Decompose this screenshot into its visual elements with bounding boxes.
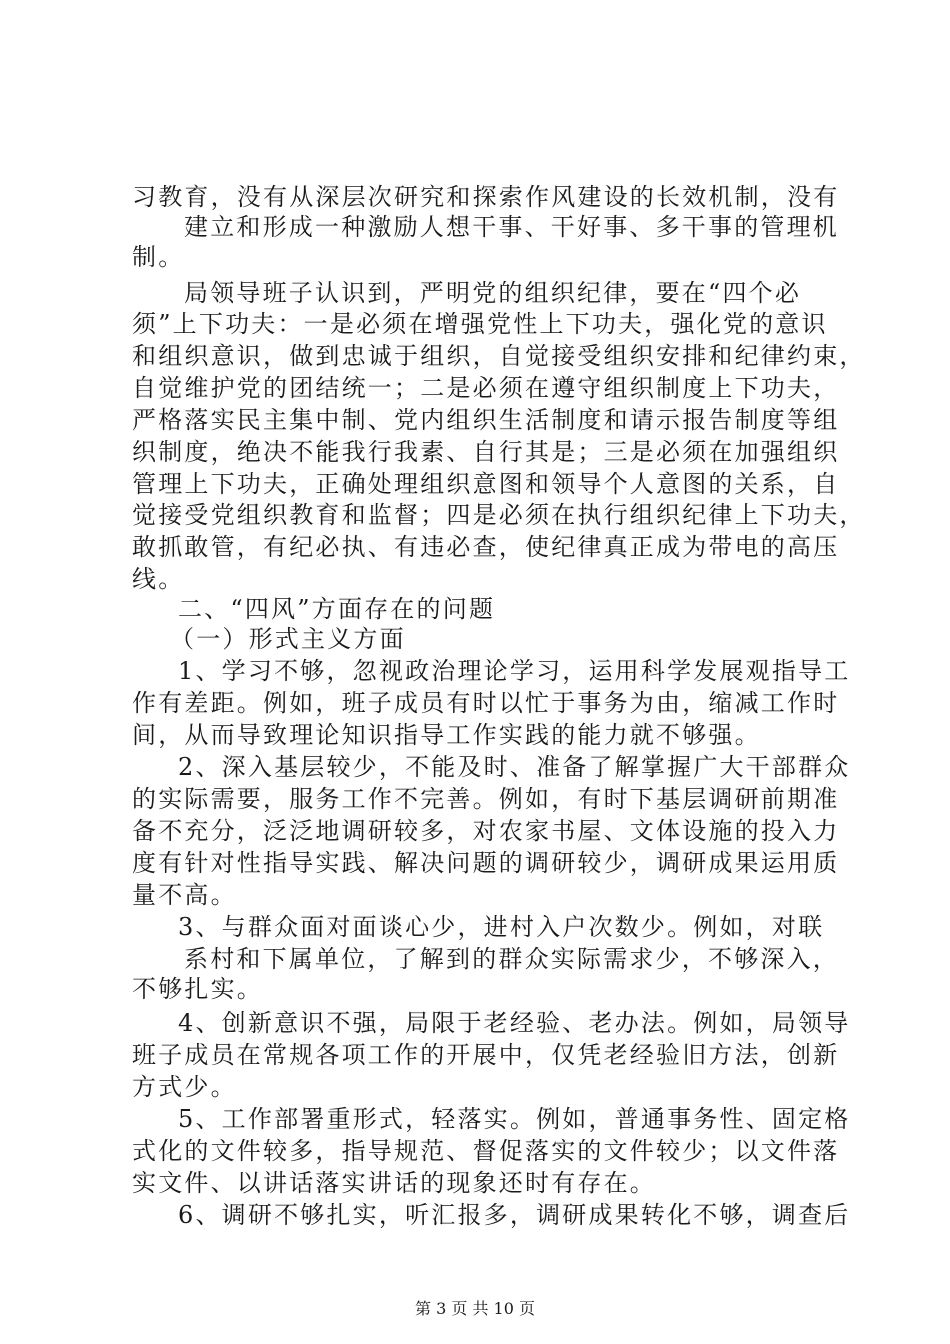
text-line: 备不充分，泛泛地调研较多，对农家书屋、文体设施的投入力 bbox=[132, 817, 840, 845]
text-line: 系村和下属单位，了解到的群众实际需求少，不够深入， bbox=[184, 945, 839, 973]
text-line: 须”上下功夫：一是必须在增强党性上下功夫，强化党的意识 bbox=[132, 310, 828, 338]
text-line: 作有差距。例如，班子成员有时以忙于事务为由，缩减工作时 bbox=[132, 689, 840, 717]
text-line: 不够扎实。 bbox=[132, 975, 263, 1003]
text-line: 量不高。 bbox=[132, 881, 237, 909]
text-line: 式化的文件较多，指导规范、督促落实的文件较少；以文件落 bbox=[132, 1137, 840, 1165]
text-line: 制。 bbox=[132, 243, 185, 271]
text-line: 觉接受党组织教育和监督；四是必须在执行组织纪律上下功夫， bbox=[132, 501, 866, 529]
text-line: 的实际需要，服务工作不完善。例如，有时下基层调研前期准 bbox=[132, 785, 840, 813]
text-line: 间，从而导致理论知识指导工作实践的能力就不够强。 bbox=[132, 721, 761, 749]
text-line: 严格落实民主集中制、党内组织生活制度和请示报告制度等组 bbox=[132, 406, 840, 434]
text-line: 线。 bbox=[132, 565, 185, 593]
text-line: 6、调研不够扎实，听汇报多，调研成果转化不够，调查后 bbox=[178, 1201, 851, 1229]
text-line: 自觉维护党的团结统一；二是必须在遵守组织制度上下功夫， bbox=[132, 374, 840, 402]
text-line: 5、工作部署重形式，轻落实。例如，普通事务性、固定格 bbox=[178, 1105, 851, 1133]
text-line: 建立和形成一种激励人想干事、干好事、多干事的管理机 bbox=[184, 213, 839, 241]
text-line: 实文件、以讲话落实讲话的现象还时有存在。 bbox=[132, 1169, 656, 1197]
text-line: 班子成员在常规各项工作的开展中，仅凭老经验旧方法，创新 bbox=[132, 1041, 840, 1069]
subsection-heading: （一）形式主义方面 bbox=[170, 625, 406, 653]
section-heading: 二、“四风”方面存在的问题 bbox=[178, 595, 496, 623]
text-line: 局领导班子认识到，严明党的组织纪律，要在“四个必 bbox=[184, 279, 802, 307]
page-number-footer: 第 3 页 共 10 页 bbox=[415, 1299, 535, 1318]
text-line: 管理上下功夫，正确处理组织意图和领导个人意图的关系，自 bbox=[132, 470, 840, 498]
text-line: 2、深入基层较少，不能及时、准备了解掌握广大干部群众 bbox=[178, 753, 851, 781]
text-line: 3、与群众面对面谈心少，进村入户次数少。例如，对联 bbox=[178, 913, 825, 941]
text-line: 度有针对性指导实践、解决问题的调研较少，调研成果运用质 bbox=[132, 849, 840, 877]
text-line: 敢抓敢管，有纪必执、有违必查，使纪律真正成为带电的高压 bbox=[132, 533, 840, 561]
text-line: 方式少。 bbox=[132, 1073, 237, 1101]
text-line: 习教育，没有从深层次研究和探索作风建设的长效机制，没有 bbox=[132, 183, 840, 211]
text-line: 和组织意识，做到忠诚于组织，自觉接受组织安排和纪律约束， bbox=[132, 342, 866, 370]
text-line: 4、创新意识不强，局限于老经验、老办法。例如，局领导 bbox=[178, 1009, 851, 1037]
text-line: 1、学习不够，忽视政治理论学习，运用科学发展观指导工 bbox=[178, 657, 851, 685]
text-line: 织制度，绝决不能我行我素、自行其是；三是必须在加强组织 bbox=[132, 438, 840, 466]
